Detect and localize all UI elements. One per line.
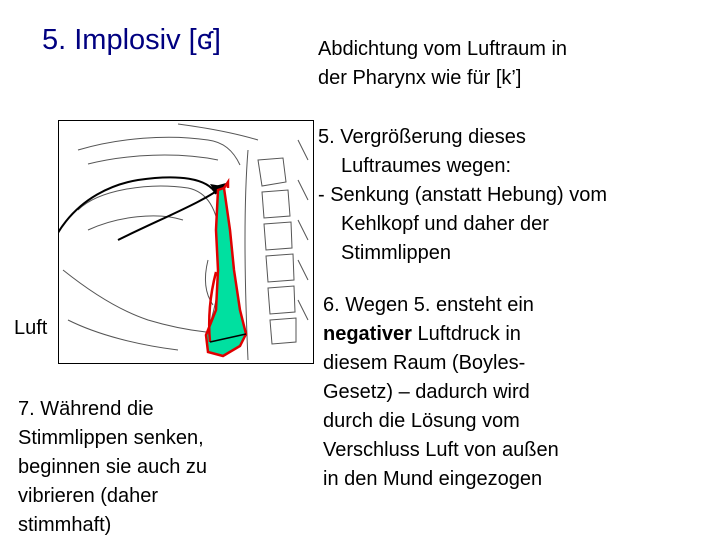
- point7-line-2: Stimmlippen senken,: [18, 427, 204, 449]
- point6-line-3: diesem Raum (Boyles-: [323, 352, 526, 374]
- point6-line-6: Verschluss Luft von außen: [323, 439, 559, 461]
- point7-line-3: beginnen sie auch zu: [18, 456, 208, 478]
- page-title: 5. Implosiv [ʛ]: [42, 24, 221, 56]
- intro-line-1: Abdichtung vom Luftraum in: [318, 38, 568, 60]
- point6-line-1: 6. Wegen 5. ensteht ein: [323, 294, 534, 316]
- point5-line-3: - Senkung (anstatt Hebung) vom: [318, 184, 608, 206]
- point-6: [323, 291, 559, 494]
- point6-bold-word: negativer: [323, 323, 412, 345]
- point6-line-4: Gesetz) – dadurch wird: [323, 381, 530, 403]
- point6-line-2-rest: Luftdruck in: [411, 323, 521, 345]
- point7-line-5: stimmhaft): [18, 514, 112, 536]
- intro-text: [318, 35, 567, 93]
- point-7: [18, 395, 207, 540]
- vocal-tract-diagram: [58, 120, 314, 364]
- point6-line-5: durch die Lösung vom: [323, 410, 520, 432]
- diagram-frame: [59, 121, 314, 364]
- luft-label: Luft: [14, 317, 48, 339]
- point5-line-5: Stimmlippen: [341, 242, 452, 264]
- point6-line-7: in den Mund eingezogen: [323, 468, 543, 490]
- point-5: [318, 123, 607, 268]
- point6-line-2: [323, 320, 559, 349]
- point5-line-1: 5. Vergrößerung dieses: [318, 126, 526, 148]
- point5-line-4: Kehlkopf und daher der: [341, 213, 549, 235]
- point7-line-1: 7. Während die: [18, 398, 154, 420]
- intro-line-2: der Pharynx wie für [k’]: [318, 67, 522, 89]
- point7-line-4: vibrieren (daher: [18, 485, 159, 507]
- point5-line-2: Luftraumes wegen:: [341, 155, 512, 177]
